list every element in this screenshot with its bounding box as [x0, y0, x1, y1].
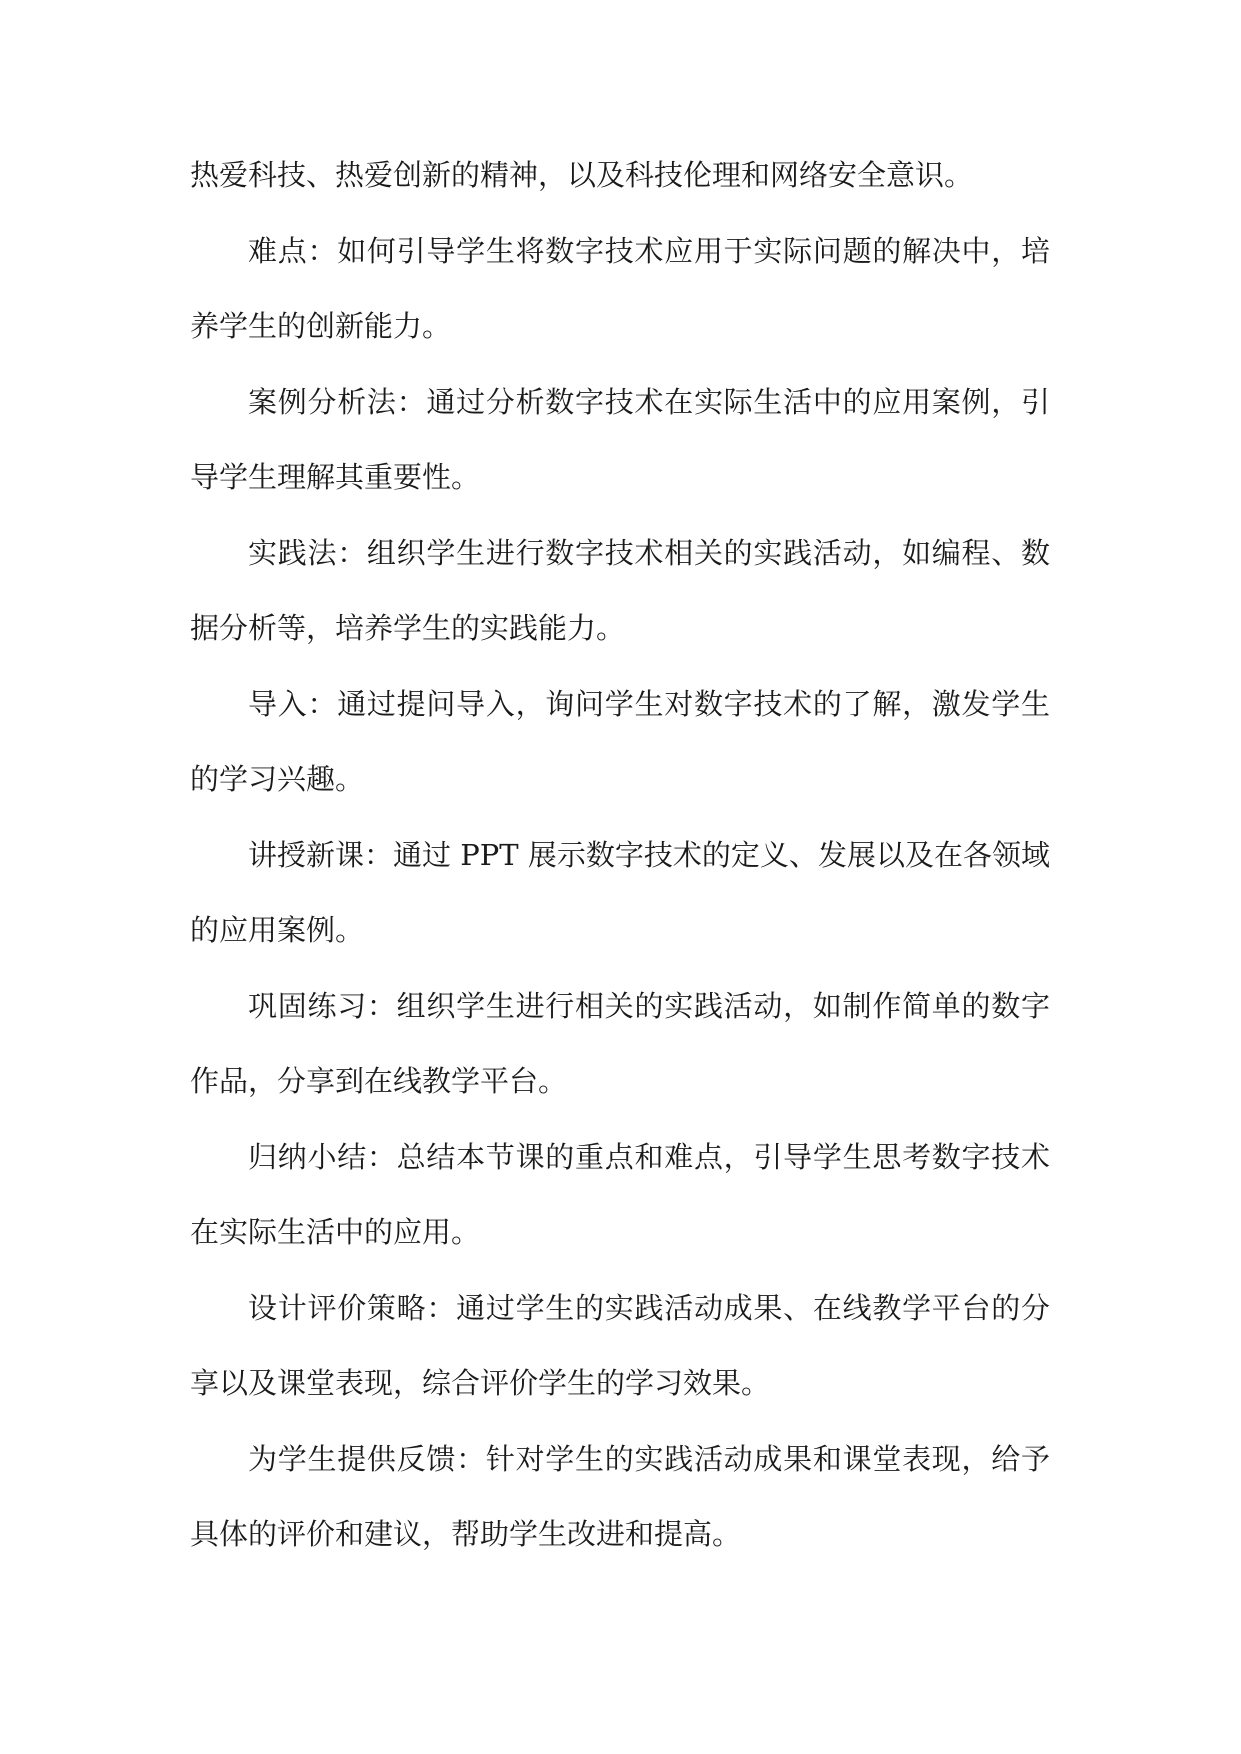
- paragraph-introduction: 导入：通过提问导入，询问学生对数字技术的了解，激发学生的学习兴趣。: [190, 686, 1050, 796]
- paragraph-practice-method: 实践法：组织学生进行数字技术相关的实践活动，如编程、数据分析等，培养学生的实践能力。: [190, 535, 1050, 645]
- paragraph-case-analysis: 案例分析法：通过分析数字技术在实际生活中的应用案例，引导学生理解其重要性。: [190, 384, 1050, 494]
- paragraph-consolidation: 巩固练习：组织学生进行相关的实践活动，如制作简单的数字作品，分享到在线教学平台。: [190, 988, 1050, 1098]
- paragraph-new-lesson: 讲授新课：通过 PPT 展示数字技术的定义、发展以及在各领域的应用案例。: [190, 837, 1050, 947]
- paragraph-summary: 归纳小结：总结本节课的重点和难点，引导学生思考数字技术在实际生活中的应用。: [190, 1139, 1050, 1249]
- paragraph-evaluation-strategy: 设计评价策略：通过学生的实践活动成果、在线教学平台的分享以及课堂表现，综合评价学生的学习效果。: [190, 1290, 1050, 1400]
- document-body: [190, 138, 1050, 1573]
- paragraph-feedback: 为学生提供反馈：针对学生的实践活动成果和课堂表现，给予具体的评价和建议，帮助学生改进和提高。: [190, 1441, 1050, 1551]
- paragraph-continuation: 热爱科技、热爱创新的精神，以及科技伦理和网络安全意识。: [190, 158, 974, 192]
- paragraph-difficulty: 难点：如何引导学生将数字技术应用于实际问题的解决中，培养学生的创新能力。: [190, 233, 1050, 343]
